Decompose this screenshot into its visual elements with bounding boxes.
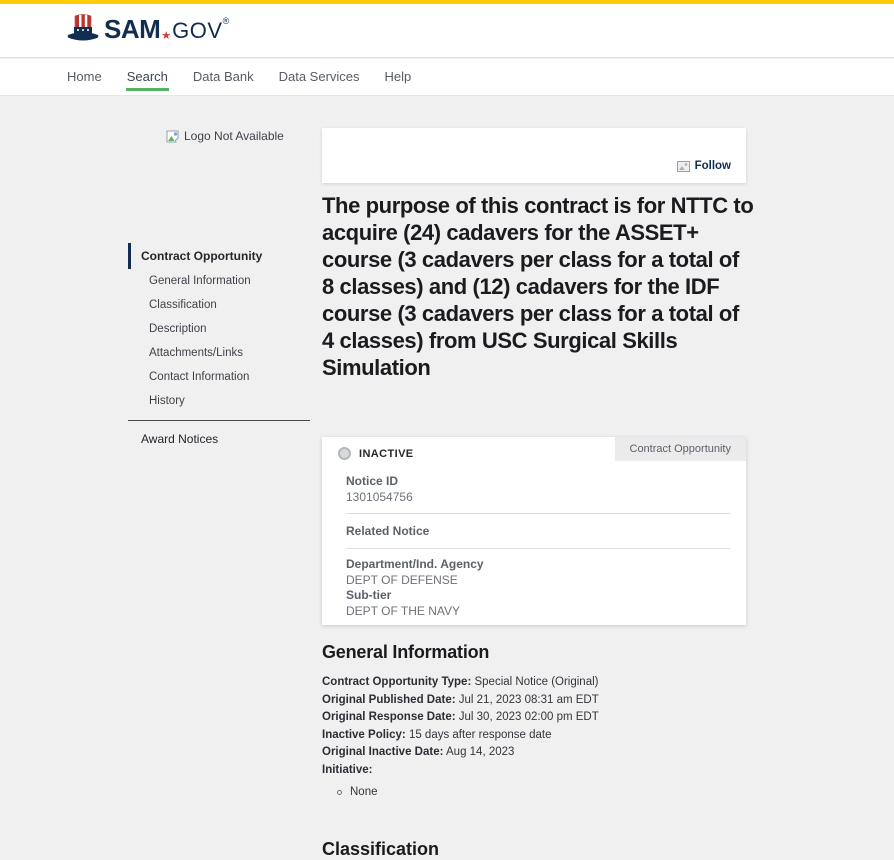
nav-item-data-bank[interactable]: Data Bank	[192, 69, 254, 84]
department-label: Department/Ind. Agency	[346, 557, 484, 571]
record-type-tab: Contract Opportunity	[615, 437, 747, 461]
subtier-value: DEPT OF THE NAVY	[346, 604, 461, 618]
general-information-section	[322, 642, 754, 801]
follow-card	[322, 128, 746, 183]
opportunity-title: The purpose of this contract is for NTTC to acquire (24) cadavers for the ASSET+ course (3 cadavers per class for a total of 8 classes) and (12) cadavers for the IDF course (3 cadavers per class for a total of 4 classes) from USC Surgical Skills Simulation	[322, 193, 754, 380]
agency-logo-missing	[166, 129, 284, 143]
gi-value: Jul 30, 2023 02:00 pm EDT	[458, 711, 599, 724]
status-card	[322, 437, 746, 625]
notice-id-block	[346, 474, 730, 505]
logo-alt-text: Logo Not Available	[184, 129, 284, 143]
notice-id-value: 1301054756	[346, 490, 413, 504]
department-block	[346, 557, 730, 619]
inactive-status-icon	[338, 447, 351, 460]
sidebar-sub-list	[128, 269, 310, 413]
follow-button[interactable]	[677, 160, 731, 172]
status-label: INACTIVE	[359, 447, 414, 460]
initiative-list-item	[337, 784, 754, 802]
classification-heading-cutoff: Classification	[322, 839, 440, 859]
sidebar-item-contact-information[interactable]: Contact Information	[149, 371, 250, 383]
subtier-label: Sub-tier	[346, 588, 392, 602]
sam-gov-logo[interactable]	[66, 13, 229, 46]
department-value: DEPT OF DEFENSE	[346, 573, 458, 587]
gi-value: 15 days after response date	[408, 728, 552, 741]
related-notice-block	[346, 522, 730, 540]
app-header	[0, 4, 894, 58]
gi-value: Jul 21, 2023 08:31 am EDT	[458, 693, 599, 706]
status-row	[338, 447, 414, 460]
brand-gov-text: GOV	[172, 18, 223, 43]
general-information-heading: General Information	[322, 642, 490, 662]
gi-label: Initiative:	[322, 763, 373, 776]
gi-value: Special Notice (Original)	[474, 676, 599, 688]
sidebar-item-award-notices[interactable]: Award Notices	[141, 432, 219, 446]
follow-label: Follow	[694, 160, 731, 172]
sidebar-item-classification[interactable]: Classification	[149, 299, 217, 311]
status-card-body	[346, 474, 730, 619]
gi-label: Contract Opportunity Type:	[322, 676, 472, 688]
gi-row-inactive-policy	[322, 727, 754, 745]
sidebar-item-general-information[interactable]: General Information	[149, 275, 251, 287]
brand-wordmark	[104, 14, 229, 45]
gi-row-published	[322, 692, 754, 710]
nav-item-help[interactable]: Help	[384, 69, 412, 84]
main-nav	[0, 59, 894, 96]
notice-id-label: Notice ID	[346, 474, 399, 488]
nav-item-search[interactable]: Search	[126, 61, 169, 93]
follow-broken-icon	[677, 161, 690, 172]
bullet-icon	[337, 790, 342, 795]
sidebar-item-history[interactable]: History	[149, 395, 185, 407]
initiative-none-value: None	[350, 785, 378, 798]
sidebar-item-description[interactable]: Description	[149, 323, 207, 335]
gi-label: Inactive Policy:	[322, 728, 406, 741]
sidebar-item-attachments-links[interactable]: Attachments/Links	[149, 347, 243, 359]
nav-item-home[interactable]: Home	[67, 69, 102, 84]
uncle-sam-hat-icon	[66, 13, 100, 46]
card-divider	[346, 513, 730, 514]
card-divider	[346, 548, 730, 549]
related-notice-label: Related Notice	[346, 524, 430, 538]
sidebar-nav	[128, 243, 310, 446]
brand-sam-text: SAM	[104, 14, 161, 44]
gi-row-initiative	[322, 762, 754, 780]
gi-row-type	[322, 674, 754, 692]
broken-image-icon	[166, 130, 181, 143]
nav-item-data-services[interactable]: Data Services	[278, 69, 360, 84]
sidebar-item-contract-opportunity[interactable]: Contract Opportunity	[128, 243, 310, 269]
gi-label: Original Inactive Date:	[322, 746, 444, 759]
gi-row-inactive-date	[322, 744, 754, 762]
gi-label: Original Published Date:	[322, 693, 456, 706]
gi-row-response	[322, 709, 754, 727]
gi-value: Aug 14, 2023	[446, 746, 515, 759]
gi-label: Original Response Date:	[322, 711, 456, 724]
registered-mark: ®	[222, 16, 230, 26]
brand-star-icon: ★	[161, 30, 172, 42]
